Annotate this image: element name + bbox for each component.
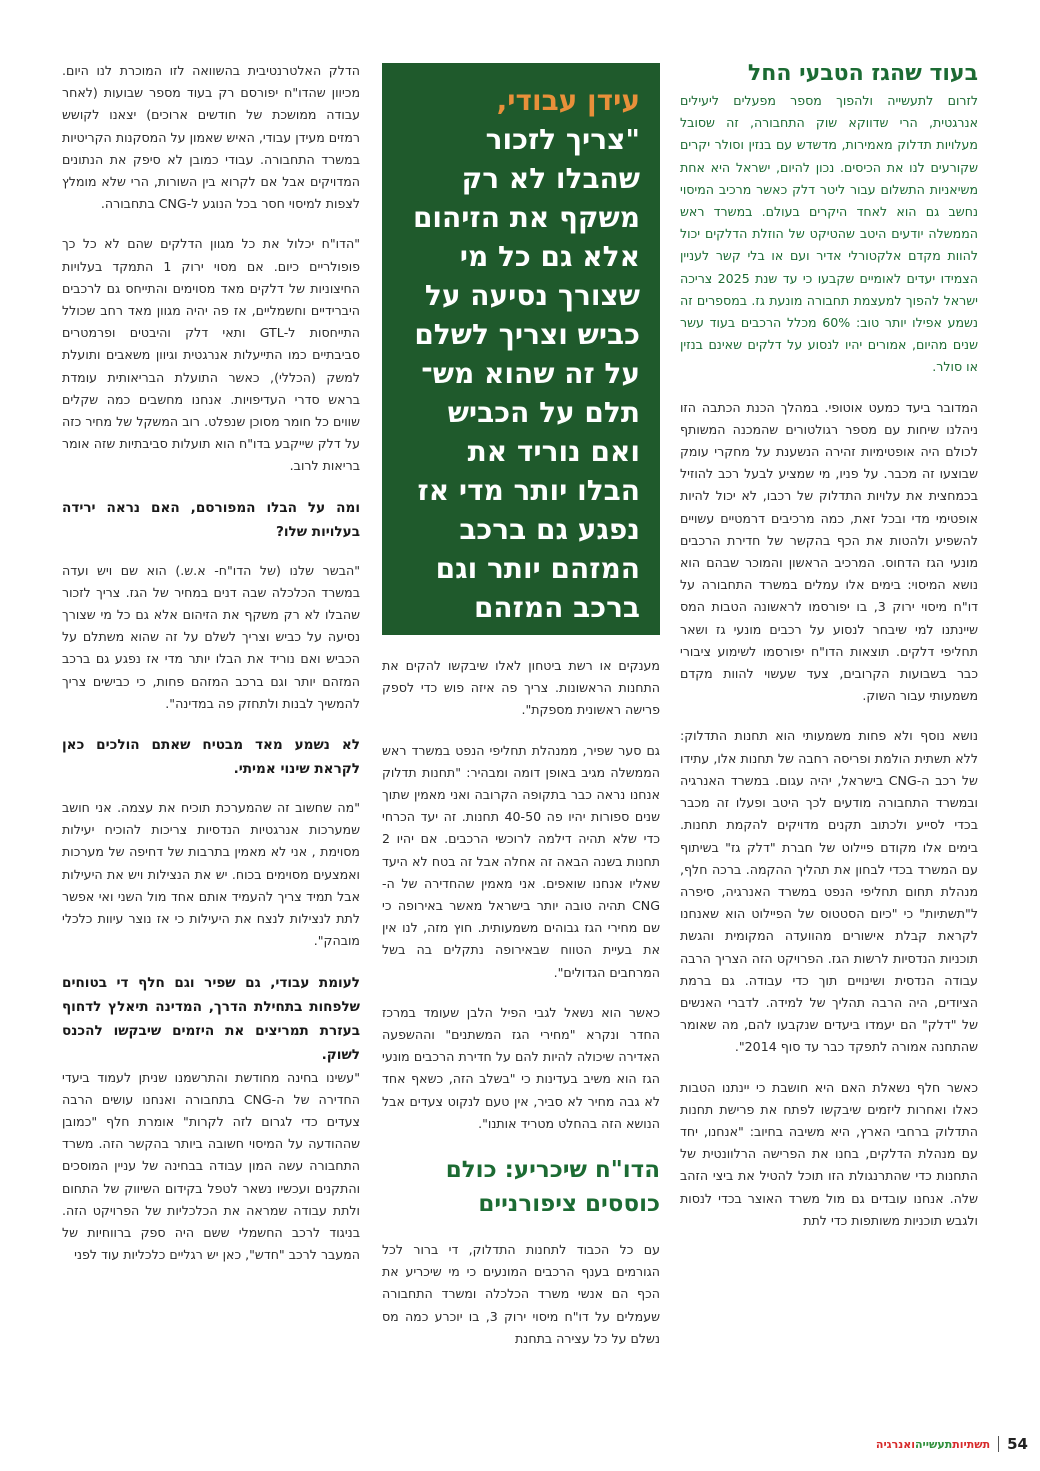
article-column-middle <box>382 655 660 1350</box>
bold-intro: לעומת עבודי, גם שפיר וגם חלף די בטוחים שלפחות בתחילת הדרך, המדינה תיאלץ לדחוף בעזרת תמריצים את היזמים שיבקשו להכנס לשוק. <box>62 974 360 1063</box>
paragraph: "הדו"ח יכלול את כל מגוון הדלקים שהם לא כל כך פופולריים כיום. אם מסוי ירוק 1 התמקד בעלויות החיצוניות של דלקים מאד מסוימים והתייחס גם לרכבים היברידיים וחשמליים, אז פה יהיה מגוון מאד רחב שכולל התייחסות ל-GTL ותאי דלק והיבטים ופרמטרים סביבתיים כמו התייעלות אנרגטית וגיוון משאבים ותועלת למשק (הכללי), כאשר התועלת הבריאותית עומדת בראש סדרי העדיפויות. אנחנו מחשבים כמה שקלים שווים כל חומר מסוכן שנפלט. רוב המשקל של מחיר כזה על דלק שייקבע בדו"ח הוא תועלות סביבתיות שזה אומר בריאות לרוב. <box>62 236 361 474</box>
paragraph: נושא נוסף ולא פחות משמעותי הוא תחנות התדלוק: ללא תשתית הולמת ופריסה רחבה של תחנות אלו, עתידו של רכב ה-CNG בישראל, יהיה עגום. במשרד האנרגיה ובמשרד התחבורה מודעים לכך היטב ופעלו זה מכבר בכדי לסייע ולכתוב תקנים מדויקים להקמת תחנות. בימים אלו מקודם פיילוט של חברת "דלק גז" בשיתוף עם המשרד בכדי לבחון את תהליך ההקמה. ברכה חלף, מנהלת תחום תחליפי הנפט במשרד האנרגיה, סיפרה ל"תשתיות" כי "כיום הסטטוס של הפיילוט הוא שאנחנו לקראת קבלת אישורים מהוועדה המקומית והגשת תוכניות הנדסיות לרשות הגז. הפרויקט הזה הצריך הרבה עבודה הנדסית ושינויים תוך כדי עבודה. גם ברמת הציודים, היה הרבה תהליך של למידה. לדברי האנשים של "דלק" הם יעמדו ביעדים שנקבעו להם, מה שאומר שהתחנה אמורה לתפקד כבר עד סוף 2014". <box>680 728 978 1055</box>
footer-divider <box>998 1436 999 1452</box>
paragraph: "עשינו בחינה מחודשת והתרשמנו שניתן לעמוד ביעדי החדירה של ה-CNG בתחבורה ואנחנו עושים הרבה צעדים כדי לגרום לזה לקרות" אומרת חלף "כמובן שההודעה על המיסוי חשובה ביותר בהקשר הזה. משרד התחבורה עשה המון עבודה בבחינה של עניין המוסכים והתקנים ועכשיו נשאר לטפל בקידום השיווק של התחום ולתת עבודה שמראה את הכלכליות של הפרויקט הזה. בניגוד לרכב החשמלי ששם היה ספק ברווחיות של המעבר לרכב "חדש", כאן יש רגליים כלכליות עוד לפני <box>62 1069 361 1263</box>
paragraph: "מה שחשוב זה שהמערכת תוכיח את עצמה. אני חושב שמערכות אנרגטיות הנדסיות צריכות להוכיח יעילות מסוימת , אני לא מאמין בתרבות של דחיפה של מערכות ואמצעים מסוימים בכוח. יש את הנצילות ויש את היעילות אבל תמיד צריך להעמיד אותם אחד מול השני ואי אפשר לתת לנצילות לנצח את היעילות כי אז נוצר עיוות כלכלי מובהק". <box>62 800 360 949</box>
magazine-name <box>876 1437 990 1452</box>
pull-quote-text: "צריך לזכור שהבלו לא רק משקף את הזיהום אלא גם כל מי שצורך נסיעה על כביש וצריך לשלם על זה שהוא מש־ תלם על הכביש ואם נוריד את הבלו יותר מדי אז נפגע גם ברכב המזהם יותר וגם ברכב המזהם פחות" <box>412 123 640 663</box>
paragraph: הדלק האלטרנטיבית בהשוואה לזו המוכרת לנו היום. מכיוון שהדו"ח יפורסם רק בעוד מספר שבועות (לאחר עבודה ממושכת של חודשים ארוכים) יצאנו לקושש רמזים מעידן עבודי, האיש שאמון על המסקנות הקריטיות במשרד התחבורה. עבודי כמובן לא סיפק את הנתונים המדויקים אבל אם לקרוא בין השורות, הרי שלא מומלץ לצפות למיסוי חסר בכל הנוגע ל-CNG בתחבורה. <box>62 63 360 212</box>
page-footer <box>876 1435 1028 1453</box>
article-column-right <box>680 60 978 1232</box>
lead-paragraph: לזרום לתעשייה ולהפוך מספר מפעלים ליעילים אנרגטית, הרי שדווקא שוק התחבורה, זה שסובל מעלויות תדלוק מאמירות, מדשדש עם בנזין וסולר יקרים שקורעים לנו את הכיסים. נכון להיום, ישראל היא אחת משיאניות התשלום עבור ליטר דלק כאשר מרכיב המיסוי נחשב גם הוא לאחד היקרים בעולם. במשרד ראש הממשלה יודעים היטב שהטיקט של הוזלת הדלקים יכול להוות מקדם אלקטורלי אדיר ועם או בלי קשר לעניין הצמידו יעדים לאומיים שקבעו כי עד שנת 2025 צריכה ישראל להפוך למעצמת תחבורה מונעת גז. במספרים זה נשמע אפילו יותר טוב: 60% מכלל הרכבים בעוד עשר שנים מהיום, אמורים יהיו לנסוע על דלקים שאינם בנזין או סולר. <box>680 93 978 375</box>
article-column-left <box>62 60 360 1266</box>
paragraph: כאשר הוא נשאל לגבי הפיל הלבן שעומד במרכז החדר ונקרא "מחירי הגז המשתנים" וההשפעה האדירה שיכולה להיות להם על חדירת הרכבים מונעי הגז הוא משיב בעדינות כי "בשלב הזה, כשאף אחד לא גבה מחיר לא סביר, אין טעם לנקוט צעדים אבל הנושא הזה בהחלט מטריד אותנו". <box>382 1004 660 1131</box>
pull-quote-name: עידן עבודי, <box>496 84 640 117</box>
page-number: 54 <box>1007 1435 1028 1453</box>
paragraph: המדובר ביעד כמעט אוטופי. במהלך הכנת הכתבה הזו ניהלנו שיחות עם מספר רגולטורים שהמכנה המשותף לכולם היה אופטימיות זהירה הנשענת על מחקרי עומק שבוצעו זה מכבר. על פניו, מי שמציע לבעל רכב להוזיל בכמחצית את עלויות התדלוק של רכבו, לא יכול להיות אופטימי מדי ובכל זאת, כמה מרכיבים דרמטיים עשויים להשפיע ולהטות את הכף בהקשר של חדירת הרכבים מונעי הגז הדחוס. המרכיב הראשון והמוכר שבהם הוא נושא המיסוי: בימים אלו עמלים במשרד התחבורה על דו"ח מיסוי ירוק 3, בו יפורסמו לראשונה הטבות המס שיינתנו למי שיבחר לנסוע על רכבים מונעי גז ושאר תחליפי דלקים. תוצאות הדו"ח יפורסמו לשימוע ציבורי כבר בשבועות הקרובים, צעד שעשוי להוות מקדם משמעותי עבור השוק. <box>680 399 978 704</box>
magazine-name-part: תשתיות <box>952 1437 991 1451</box>
paragraph: "הבשר שלנו (של הדו"ח- א.ש.) הוא שם ויש ועדה במשרד הכלכלה שבה דנים במחיר של הגז. צריך לזכור שהבלו לא רק משקף את הזיהום אלא גם כל מי שצורך נסיעה על כביש וצריך לשלם על זה שהוא משתלם על הכביש ואם נוריד את הבלו יותר מדי אז נפגע גם ברכב המזהם יותר וגם ברכב המזהם פחות, כי כבישים צריך להמשיך לבנות ולתחזק פה במדינה". <box>62 562 360 711</box>
section-subheading: הדו"ח שיכריע: כולם כוססים ציפורניים <box>445 1157 660 1218</box>
pull-quote-box <box>382 63 660 663</box>
article-title: בעוד שהגז הטבעי החל <box>747 61 978 86</box>
paragraph: כאשר חלף נשאלת האם היא חושבת כי יינתנו הטבות כאלו ואחרות ליזמים שיבקשו לפתח את פרישת תחנות התדלוק ברחבי הארץ, היא משיבה בחיוב: "אנחנו, יחד עם מנהלת הדלקים, בחנו את הפרישה הרלוונטית של התחנות כדי שהתרנגולת הזו תוכל להטיל את ביצי הזהב שלה. אנחנו עובדים גם מול משרד האוצר בכדי לנסות ולגבש תוכניות משותפות כדי לתת <box>680 1079 978 1228</box>
magazine-name-part: ואנרגיה <box>875 1437 915 1451</box>
paragraph: מענקים או רשת ביטחון לאלו שיבקשו להקים את התחנות הראשונות. צריך פה איזה פוש כדי לספק פרישה ראשונית מספקת". <box>382 658 660 718</box>
interview-question: לא נשמע מאד מבטיח שאתם הולכים כאן לקראת שינוי אמיתי. <box>62 737 360 778</box>
magazine-name-part: תעשייה <box>915 1437 953 1451</box>
paragraph: עם כל הכבוד לתחנות התדלוק, די ברור לכל הגורמים בענף הרכבים המונעים כי מי שיכריע את הכף הם אנשי משרד הכלכלה ומשרד התחבורה שעמלים על דו"ח מיסוי ירוק 3, בו יוכרע כמה מס נשלם על כל עצירה בתחנת <box>382 1242 661 1346</box>
paragraph: גם סער שפיר, ממנהלת תחליפי הנפט במשרד ראש הממשלה מגיב באופן דומה ומבהיר: "תחנות תדלוק אנחנו נראה כבר בתקופה הקרובה ואני מאמין שתוך שנים ספורות יהיו פה 40-50 תחנות. זה יעד הכרחי כדי שלא תהיה דילמה לרוכשי הרכבים. אם יהיו 2 תחנות בשנה הבאה זה אחלה אבל זה בטח לא היעד שאליו אנחנו שואפים. אני מאמין שהחדירה של ה-CNG תהיה טובה יותר בישראל מאשר באירופה כי שם מחירי הגז גבוהים משמעותית. חוץ מזה, לנו אין את בעיית הטווח שבאירופה נתקלים בה בשל המרחבים הגדולים". <box>382 742 660 980</box>
interview-question: ומה על הבלו המפורסם, האם נראה ירידה בעלויות שלו? <box>62 499 360 540</box>
